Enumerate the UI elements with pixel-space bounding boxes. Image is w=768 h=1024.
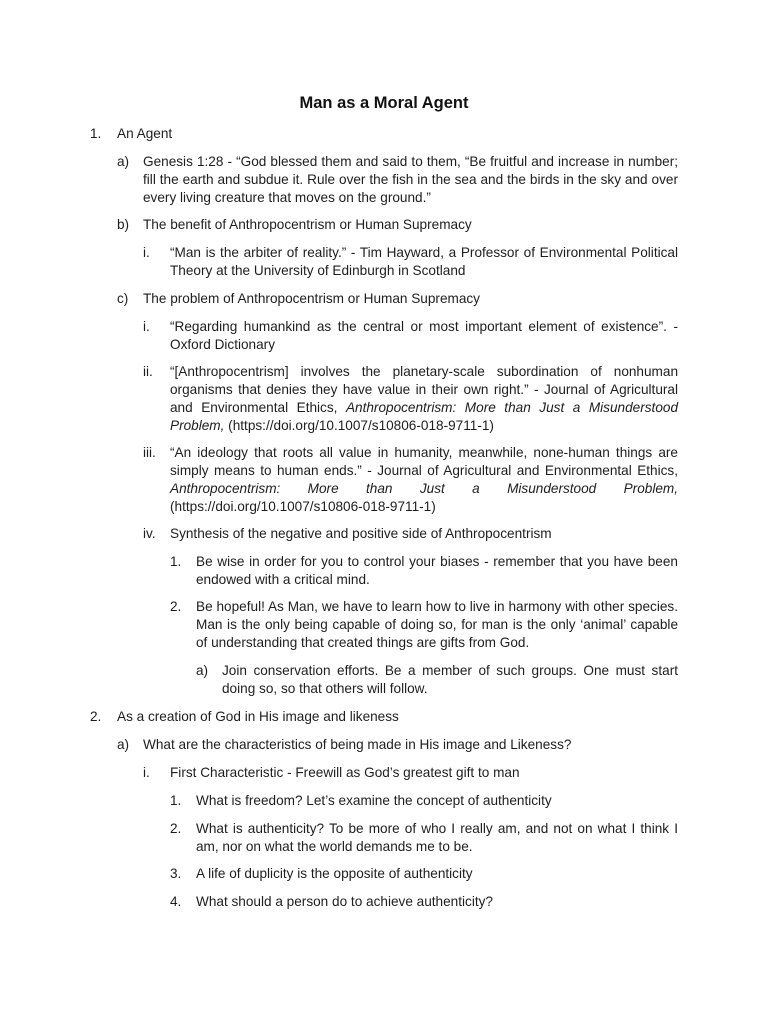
doi-reference: (https://doi.org/10.1007/s10806-018-9711-1) <box>170 499 436 514</box>
list-marker: i. <box>143 319 150 334</box>
list-marker: 1. <box>170 793 182 808</box>
journal-article-title: Anthropocentrism: More than Just a Misunderstood Problem, <box>170 400 679 433</box>
list-marker: c) <box>117 291 129 306</box>
list-item-text: An Agent <box>117 126 173 141</box>
list-marker: a) <box>196 663 209 678</box>
list-marker: 1. <box>170 554 182 569</box>
list-item-text: Synthesis of the negative and positive side of Anthropocentrism <box>170 526 552 541</box>
list-marker: ii. <box>143 364 153 379</box>
list-item-text: What should a person do to achieve authenticity? <box>196 894 493 909</box>
quote-text: “An ideology that roots all value in humanity, meanwhile, none-human things are simply means to human ends.” - Journal of Agricultural and Environmental Ethics, <box>170 445 678 478</box>
list-item-text: “Regarding humankind as the central or most important element of existence”. - Oxford Dictionary <box>170 319 678 352</box>
list-marker: 4. <box>170 894 182 909</box>
list-item-text: Be wise in order for you to control your biases - remember that you have been endowed with a critical mind. <box>196 554 678 587</box>
list-marker: 3. <box>170 866 182 881</box>
list-marker: 2. <box>170 821 182 836</box>
list-marker: i. <box>143 245 150 260</box>
list-item-text: First Characteristic - Freewill as God’s greatest gift to man <box>170 765 520 780</box>
list-item-text: Join conservation efforts. Be a member of such groups. One must start doing so, so that others will follow. <box>222 663 678 696</box>
list-marker: a) <box>117 737 130 752</box>
list-item-text: The benefit of Anthropocentrism or Human Supremacy <box>143 217 472 232</box>
journal-article-title: Anthropocentrism: More than Just a Misunderstood Problem, <box>170 481 678 496</box>
list-marker: 2. <box>90 709 102 724</box>
list-marker: a) <box>117 154 130 169</box>
list-item-text: “Man is the arbiter of reality.” - Tim Hayward, a Professor of Environmental Political Theory at the University of Edinburgh in Scotland <box>170 245 678 278</box>
list-item-text: As a creation of God in His image and likeness <box>117 709 399 724</box>
list-item-text: What are the characteristics of being made in His image and Likeness? <box>143 737 572 752</box>
list-item-text: The problem of Anthropocentrism or Human Supremacy <box>143 291 480 306</box>
list-item-text: A life of duplicity is the opposite of authenticity <box>196 866 473 881</box>
list-marker: iii. <box>143 445 156 460</box>
list-marker: 1. <box>90 126 102 141</box>
list-item-text: Be hopeful! As Man, we have to learn how to live in harmony with other species. Man is the only being capable of doing so, for man is the only ‘animal’ capable of understanding that created things are gifts from God. <box>196 599 678 650</box>
list-item-text <box>170 363 678 435</box>
list-marker: i. <box>143 765 150 780</box>
list-item-text: What is freedom? Let’s examine the concept of authenticity <box>196 793 552 808</box>
quote-text: “[Anthropocentrism] involves the planetary-scale subordination of nonhuman organisms that denies they have value in their own right.” - Journal of Agricultural and Environmental Ethics, <box>170 364 678 415</box>
list-item-text: Genesis 1:28 - “God blessed them and said to them, “Be fruitful and increase in number; fill the earth and subdue it. Rule over the fish in the sea and the birds in the sky and over every living creature that moves on the ground.” <box>143 154 678 205</box>
list-item-text: What is authenticity? To be more of who I really am, and not on what I think I am, nor on what the world demands me to be. <box>196 821 678 854</box>
list-marker: iv. <box>143 526 156 541</box>
page-title: Man as a Moral Agent <box>299 94 469 112</box>
list-marker: 2. <box>170 599 182 614</box>
doi-reference: (https://doi.org/10.1007/s10806-018-9711-1) <box>224 418 494 433</box>
list-item-text <box>170 444 678 516</box>
list-marker: b) <box>117 217 130 232</box>
